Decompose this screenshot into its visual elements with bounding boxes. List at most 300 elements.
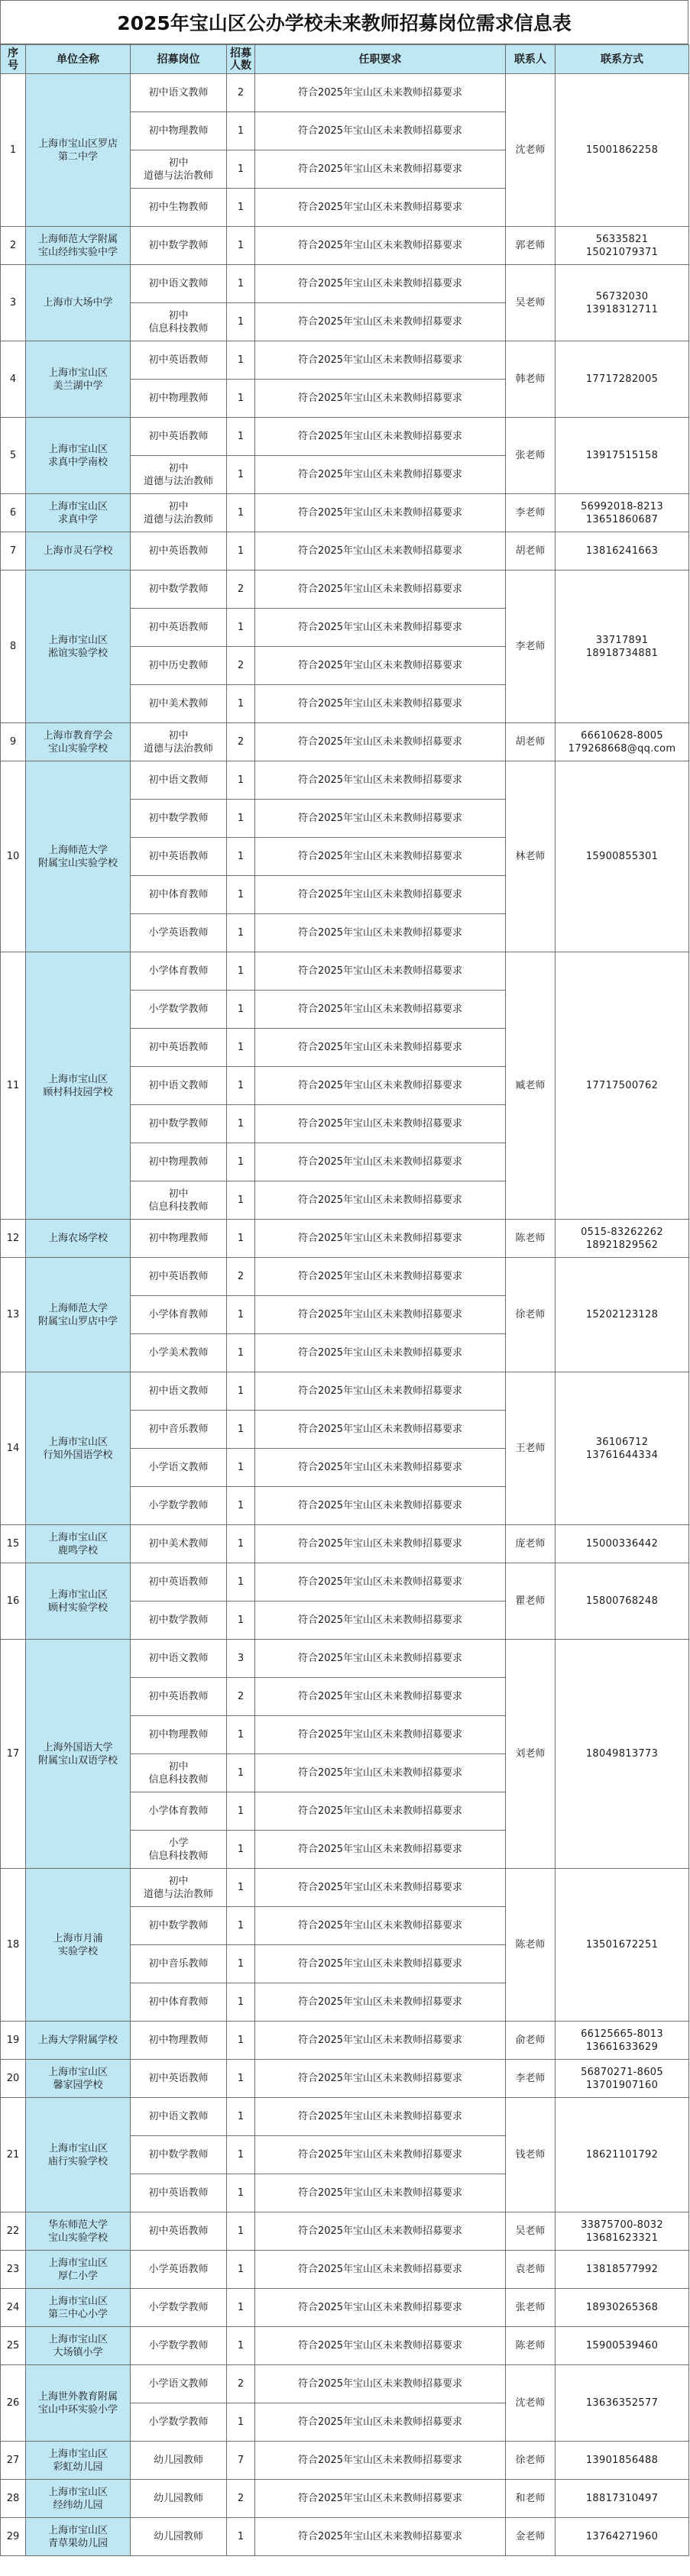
school-name bbox=[26, 1258, 131, 1372]
requirement-text bbox=[255, 570, 506, 609]
row-number-text: 13 bbox=[6, 1309, 20, 1320]
school-name-text: 上海市宝山区 鹿鸣学校 bbox=[47, 1531, 108, 1556]
contact-phone-text: 36106712 13761644334 bbox=[585, 1436, 659, 1461]
contact-person bbox=[506, 761, 556, 952]
requirement-text-text: 符合2025年宝山区未来教师招募要求 bbox=[297, 1042, 463, 1053]
requirement-text-text: 符合2025年宝山区未来教师招募要求 bbox=[297, 1729, 463, 1740]
requirement-text-text: 符合2025年宝山区未来教师招募要求 bbox=[297, 1614, 463, 1626]
requirement-text bbox=[255, 2212, 506, 2251]
row-number-text: 1 bbox=[9, 144, 17, 156]
requirement-text-text: 符合2025年宝山区未来教师招募要求 bbox=[297, 354, 463, 366]
row-number bbox=[1, 1220, 26, 1258]
requirement-text-text: 符合2025年宝山区未来教师招募要求 bbox=[297, 393, 463, 404]
position-name-text: 初中英语教师 bbox=[148, 431, 209, 442]
row-number bbox=[1, 1372, 26, 1525]
contact-person-text: 李老师 bbox=[515, 641, 546, 652]
row-number bbox=[1, 761, 26, 952]
school-name bbox=[26, 341, 131, 418]
row-number-text: 5 bbox=[9, 450, 17, 461]
position-count bbox=[227, 150, 255, 189]
position-name bbox=[131, 1907, 227, 1945]
contact-phone bbox=[556, 2022, 689, 2060]
position-count-text: 1 bbox=[237, 2416, 245, 2428]
position-count bbox=[227, 2518, 255, 2556]
contact-person-text: 钱老师 bbox=[515, 2149, 546, 2161]
school-name-text: 上海市宝山区 厚仁小学 bbox=[47, 2257, 108, 2282]
position-count bbox=[227, 1907, 255, 1945]
position-count-text: 2 bbox=[237, 2378, 245, 2390]
row-number bbox=[1, 2060, 26, 2098]
position-count-text: 1 bbox=[237, 1729, 245, 1740]
row-number bbox=[1, 2212, 26, 2251]
table-row bbox=[1, 952, 689, 991]
requirement-text bbox=[255, 1220, 506, 1258]
header-count: 招募 人数 bbox=[227, 45, 255, 74]
contact-person bbox=[506, 952, 556, 1220]
position-name-text: 初中英语教师 bbox=[148, 2073, 209, 2084]
requirement-text-text: 符合2025年宝山区未来教师招募要求 bbox=[297, 1271, 463, 1282]
school-name-text: 上海市宝山区 行知外国语学校 bbox=[43, 1436, 113, 1461]
contact-person bbox=[506, 494, 556, 532]
position-count bbox=[227, 1983, 255, 2022]
requirement-text-text: 符合2025年宝山区未来教师招募要求 bbox=[297, 1996, 463, 2008]
requirement-text-text: 符合2025年宝山区未来教师招募要求 bbox=[297, 1767, 463, 1779]
requirement-text bbox=[255, 1754, 506, 1792]
requirement-text bbox=[255, 74, 506, 112]
position-name bbox=[131, 1449, 227, 1487]
school-name bbox=[26, 2327, 131, 2365]
requirement-text-text: 符合2025年宝山区未来教师招募要求 bbox=[297, 431, 463, 442]
position-count bbox=[227, 265, 255, 303]
requirement-text bbox=[255, 1602, 506, 1640]
position-name bbox=[131, 838, 227, 876]
position-count bbox=[227, 1181, 255, 1220]
position-count-text: 2 bbox=[237, 1271, 245, 1282]
row-number-text: 8 bbox=[9, 641, 17, 652]
requirement-text-text: 符合2025年宝山区未来教师招募要求 bbox=[297, 813, 463, 824]
requirement-text-text: 符合2025年宝山区未来教师招募要求 bbox=[297, 1538, 463, 1550]
position-count bbox=[227, 761, 255, 800]
position-count-text: 1 bbox=[237, 1004, 245, 1015]
position-count-text: 1 bbox=[237, 622, 245, 633]
row-number-text: 6 bbox=[9, 507, 17, 519]
position-name bbox=[131, 876, 227, 914]
position-count-text: 1 bbox=[237, 125, 245, 137]
position-name-text: 小学数学教师 bbox=[148, 2340, 209, 2351]
position-count bbox=[227, 1143, 255, 1181]
requirement-text bbox=[255, 1411, 506, 1449]
position-count-text: 1 bbox=[237, 507, 245, 519]
position-name-text: 小学语文教师 bbox=[148, 1462, 209, 1473]
contact-person-text: 和老师 bbox=[515, 2493, 546, 2504]
position-name-text: 初中语文教师 bbox=[148, 774, 209, 786]
position-count-text: 1 bbox=[237, 316, 245, 328]
contact-person-text: 陈老师 bbox=[515, 2340, 546, 2351]
row-number-text: 16 bbox=[6, 1595, 20, 1607]
requirement-text-text: 符合2025年宝山区未来教师招募要求 bbox=[297, 2187, 463, 2199]
position-name bbox=[131, 2365, 227, 2403]
school-name bbox=[26, 227, 131, 265]
requirement-text bbox=[255, 1945, 506, 1983]
position-name bbox=[131, 2289, 227, 2327]
school-name-text: 上海市宝山区 庙行实验学校 bbox=[47, 2142, 108, 2167]
position-name bbox=[131, 150, 227, 189]
school-name bbox=[26, 2365, 131, 2442]
requirement-text bbox=[255, 914, 506, 952]
position-name bbox=[131, 952, 227, 991]
position-count-text: 1 bbox=[237, 2035, 245, 2046]
position-count-text: 1 bbox=[237, 1767, 245, 1779]
position-count bbox=[227, 800, 255, 838]
position-count-text: 1 bbox=[237, 1462, 245, 1473]
position-count-text: 1 bbox=[237, 1844, 245, 1855]
requirement-text-text: 符合2025年宝山区未来教师招募要求 bbox=[297, 125, 463, 137]
school-name bbox=[26, 761, 131, 952]
school-name bbox=[26, 2289, 131, 2327]
requirement-text-text: 符合2025年宝山区未来教师招募要求 bbox=[297, 240, 463, 251]
requirement-text bbox=[255, 1258, 506, 1296]
table-row bbox=[1, 494, 689, 532]
row-number-text: 12 bbox=[6, 1233, 20, 1244]
school-name bbox=[26, 418, 131, 494]
requirement-text-text: 符合2025年宝山区未来教师招募要求 bbox=[297, 2035, 463, 2046]
position-count-text: 1 bbox=[237, 1347, 245, 1359]
position-name-text: 初中体育教师 bbox=[148, 1996, 209, 2008]
contact-person-text: 吴老师 bbox=[515, 297, 546, 309]
contact-phone-text: 66125665-8013 13661633629 bbox=[581, 2028, 663, 2053]
position-name-text: 初中物理教师 bbox=[148, 1156, 209, 1168]
position-name bbox=[131, 74, 227, 112]
position-count-text: 2 bbox=[237, 583, 245, 595]
page-title: 2025年宝山区公办学校未来教师招募岗位需求信息表 bbox=[0, 0, 688, 44]
row-number-text: 10 bbox=[6, 851, 20, 862]
position-name bbox=[131, 1602, 227, 1640]
school-name-text: 上海市宝山区 大场镇小学 bbox=[47, 2333, 108, 2358]
position-name bbox=[131, 1983, 227, 2022]
table-row bbox=[1, 1258, 689, 1296]
position-name bbox=[131, 685, 227, 723]
position-count bbox=[227, 952, 255, 991]
requirement-text-text: 符合2025年宝山区未来教师招募要求 bbox=[297, 507, 463, 519]
position-name-text: 初中数学教师 bbox=[148, 240, 209, 251]
position-count bbox=[227, 2289, 255, 2327]
requirement-text-text: 符合2025年宝山区未来教师招募要求 bbox=[297, 2416, 463, 2428]
position-count-text: 1 bbox=[237, 1576, 245, 1588]
contact-phone-text: 56992018-8213 13651860687 bbox=[581, 500, 663, 525]
position-name-text: 初中物理教师 bbox=[148, 393, 209, 404]
position-count-text: 1 bbox=[237, 2264, 245, 2275]
requirement-text bbox=[255, 341, 506, 380]
position-name-text: 初中英语教师 bbox=[148, 1576, 209, 1588]
position-name-text: 初中英语教师 bbox=[148, 1691, 209, 1702]
school-name-text: 上海市宝山区 求真中学 bbox=[47, 500, 108, 525]
school-name-text: 上海市大场中学 bbox=[43, 297, 113, 309]
row-number-text: 4 bbox=[9, 373, 17, 385]
position-name bbox=[131, 1105, 227, 1143]
position-name-text: 初中数学教师 bbox=[148, 1920, 209, 1931]
row-number-text: 23 bbox=[6, 2264, 20, 2275]
position-count bbox=[227, 1067, 255, 1105]
position-count-text: 1 bbox=[237, 2302, 245, 2313]
position-count bbox=[227, 1525, 255, 1563]
row-number-text: 14 bbox=[6, 1443, 20, 1454]
contact-phone-text: 18930265368 bbox=[585, 2302, 659, 2313]
position-count bbox=[227, 723, 255, 761]
row-number-text: 3 bbox=[9, 297, 17, 309]
row-number bbox=[1, 1640, 26, 1869]
row-number bbox=[1, 265, 26, 341]
position-name-text: 初中生物教师 bbox=[148, 202, 209, 213]
requirement-text-text: 符合2025年宝山区未来教师招募要求 bbox=[297, 622, 463, 633]
row-number bbox=[1, 1525, 26, 1563]
position-count bbox=[227, 609, 255, 647]
position-name bbox=[131, 341, 227, 380]
contact-person-text: 徐老师 bbox=[515, 2455, 546, 2466]
position-count-text: 1 bbox=[237, 545, 245, 557]
position-name bbox=[131, 2518, 227, 2556]
table-body bbox=[1, 74, 689, 2556]
position-count bbox=[227, 418, 255, 456]
position-name bbox=[131, 1869, 227, 1907]
position-name-text: 初中语文教师 bbox=[148, 1080, 209, 1091]
row-number bbox=[1, 418, 26, 494]
requirement-text bbox=[255, 685, 506, 723]
position-name-text: 小学数学教师 bbox=[148, 2302, 209, 2313]
position-count-text: 1 bbox=[237, 1080, 245, 1091]
position-count bbox=[227, 2212, 255, 2251]
table-row bbox=[1, 570, 689, 609]
table-row bbox=[1, 1525, 689, 1563]
position-name-text: 小学数学教师 bbox=[148, 1004, 209, 1015]
position-name bbox=[131, 1029, 227, 1067]
position-count-text: 1 bbox=[237, 278, 245, 289]
position-count bbox=[227, 1754, 255, 1792]
position-count bbox=[227, 2365, 255, 2403]
position-name bbox=[131, 1792, 227, 1831]
requirement-text-text: 符合2025年宝山区未来教师招募要求 bbox=[297, 2302, 463, 2313]
positions-table bbox=[0, 44, 689, 2556]
row-number-text: 18 bbox=[6, 1939, 20, 1951]
requirement-text-text: 符合2025年宝山区未来教师招募要求 bbox=[297, 2111, 463, 2122]
requirement-text bbox=[255, 1105, 506, 1143]
requirement-text bbox=[255, 227, 506, 265]
school-name-text: 上海外国语大学 附属宝山双语学校 bbox=[37, 1741, 118, 1766]
contact-person bbox=[506, 2060, 556, 2098]
position-count bbox=[227, 227, 255, 265]
position-name bbox=[131, 800, 227, 838]
requirement-text-text: 符合2025年宝山区未来教师招募要求 bbox=[297, 660, 463, 671]
position-count-text: 1 bbox=[237, 1042, 245, 1053]
row-number-text: 20 bbox=[6, 2073, 20, 2084]
requirement-text bbox=[255, 952, 506, 991]
contact-person bbox=[506, 418, 556, 494]
contact-phone-text: 15800768248 bbox=[585, 1595, 659, 1607]
position-name-text: 初中英语教师 bbox=[148, 2225, 209, 2237]
requirement-text bbox=[255, 1716, 506, 1754]
position-name bbox=[131, 380, 227, 418]
row-number-text: 28 bbox=[6, 2493, 20, 2504]
position-name bbox=[131, 1143, 227, 1181]
contact-person bbox=[506, 265, 556, 341]
position-count-text: 1 bbox=[237, 965, 245, 977]
position-count bbox=[227, 1105, 255, 1143]
position-count bbox=[227, 1945, 255, 1983]
requirement-text bbox=[255, 1334, 506, 1372]
contact-phone bbox=[556, 227, 689, 265]
position-name-text: 初中数学教师 bbox=[148, 2149, 209, 2161]
requirement-text-text: 符合2025年宝山区未来教师招募要求 bbox=[297, 2455, 463, 2466]
requirement-text-text: 符合2025年宝山区未来教师招募要求 bbox=[297, 583, 463, 595]
contact-person-text: 韩老师 bbox=[515, 373, 546, 385]
position-name bbox=[131, 1258, 227, 1296]
school-name bbox=[26, 1869, 131, 2022]
position-count bbox=[227, 2136, 255, 2174]
table-row bbox=[1, 1372, 689, 1411]
position-name bbox=[131, 2403, 227, 2442]
row-number-text: 9 bbox=[9, 736, 17, 748]
position-count bbox=[227, 380, 255, 418]
header-position: 招募岗位 bbox=[131, 45, 227, 74]
position-name bbox=[131, 1716, 227, 1754]
row-number-text: 24 bbox=[6, 2302, 20, 2313]
position-name bbox=[131, 2480, 227, 2518]
contact-person-text: 郭老师 bbox=[515, 240, 546, 251]
table-row bbox=[1, 761, 689, 800]
contact-phone bbox=[556, 723, 689, 761]
contact-phone-text: 13917515158 bbox=[585, 450, 659, 461]
position-count-text: 1 bbox=[237, 1500, 245, 1511]
row-number bbox=[1, 2327, 26, 2365]
table-row bbox=[1, 227, 689, 265]
row-number bbox=[1, 2480, 26, 2518]
position-count-text: 1 bbox=[237, 1118, 245, 1130]
contact-person bbox=[506, 2251, 556, 2289]
requirement-text-text: 符合2025年宝山区未来教师招募要求 bbox=[297, 927, 463, 939]
school-name-text: 上海市宝山区 经纬幼儿园 bbox=[47, 2486, 108, 2511]
position-count-text: 1 bbox=[237, 2149, 245, 2161]
header-no: 序 号 bbox=[1, 45, 26, 74]
header-school: 单位全称 bbox=[26, 45, 131, 74]
contact-phone-text: 15000336442 bbox=[585, 1538, 659, 1550]
contact-phone-text: 13816241663 bbox=[585, 545, 659, 557]
position-name-text: 初中物理教师 bbox=[148, 1729, 209, 1740]
position-name bbox=[131, 227, 227, 265]
position-name-text: 小学体育教师 bbox=[148, 1805, 209, 1817]
position-count bbox=[227, 189, 255, 227]
contact-phone-text: 13818577992 bbox=[585, 2264, 659, 2275]
contact-person-text: 金老师 bbox=[515, 2531, 546, 2542]
position-name bbox=[131, 1563, 227, 1602]
requirement-text bbox=[255, 2136, 506, 2174]
requirement-text bbox=[255, 189, 506, 227]
position-count bbox=[227, 1411, 255, 1449]
requirement-text bbox=[255, 2022, 506, 2060]
position-name bbox=[131, 1487, 227, 1525]
contact-phone bbox=[556, 1372, 689, 1525]
requirement-text-text: 符合2025年宝山区未来教师招募要求 bbox=[297, 1805, 463, 1817]
table-row bbox=[1, 2098, 689, 2136]
position-name-text: 初中 道德与法治教师 bbox=[143, 1875, 213, 1900]
position-count bbox=[227, 838, 255, 876]
table-row bbox=[1, 2289, 689, 2327]
requirement-text-text: 符合2025年宝山区未来教师招募要求 bbox=[297, 1576, 463, 1588]
school-name-text: 上海师范大学 附属宝山实验学校 bbox=[37, 844, 118, 869]
position-count bbox=[227, 1029, 255, 1067]
contact-person bbox=[506, 2442, 556, 2480]
contact-phone bbox=[556, 1258, 689, 1372]
requirement-text-text: 符合2025年宝山区未来教师招募要求 bbox=[297, 469, 463, 480]
requirement-text bbox=[255, 150, 506, 189]
position-count bbox=[227, 876, 255, 914]
contact-phone bbox=[556, 2442, 689, 2480]
position-name bbox=[131, 1181, 227, 1220]
contact-phone bbox=[556, 74, 689, 227]
position-name bbox=[131, 2212, 227, 2251]
position-name-text: 初中美术教师 bbox=[148, 1538, 209, 1550]
row-number bbox=[1, 2365, 26, 2442]
position-name-text: 初中英语教师 bbox=[148, 1042, 209, 1053]
table-row bbox=[1, 1220, 689, 1258]
contact-phone bbox=[556, 2289, 689, 2327]
position-count bbox=[227, 2060, 255, 2098]
position-count-text: 1 bbox=[237, 2225, 245, 2237]
school-name-text: 上海市宝山区 青草果幼儿园 bbox=[47, 2524, 108, 2549]
position-name bbox=[131, 914, 227, 952]
contact-person-text: 沈老师 bbox=[515, 144, 546, 156]
position-name bbox=[131, 2060, 227, 2098]
contact-phone-text: 17717500762 bbox=[585, 1080, 659, 1091]
row-number bbox=[1, 952, 26, 1220]
table-row bbox=[1, 341, 689, 380]
requirement-text-text: 符合2025年宝山区未来教师招募要求 bbox=[297, 1309, 463, 1320]
position-name bbox=[131, 2098, 227, 2136]
position-name-text: 小学语文教师 bbox=[148, 2378, 209, 2390]
requirement-text bbox=[255, 2060, 506, 2098]
requirement-text bbox=[255, 609, 506, 647]
position-count-text: 1 bbox=[237, 1424, 245, 1435]
contact-phone bbox=[556, 1563, 689, 1640]
row-number bbox=[1, 2251, 26, 2289]
requirement-text bbox=[255, 1143, 506, 1181]
position-name-text: 初中体育教师 bbox=[148, 889, 209, 900]
position-name-text: 初中英语教师 bbox=[148, 1271, 209, 1282]
requirement-text-text: 符合2025年宝山区未来教师招募要求 bbox=[297, 278, 463, 289]
school-name bbox=[26, 952, 131, 1220]
requirement-text-text: 符合2025年宝山区未来教师招募要求 bbox=[297, 2225, 463, 2237]
table-row bbox=[1, 1563, 689, 1602]
position-count bbox=[227, 303, 255, 341]
contact-phone bbox=[556, 1640, 689, 1869]
row-number-text: 27 bbox=[6, 2455, 20, 2466]
position-name-text: 初中英语教师 bbox=[148, 851, 209, 862]
contact-person bbox=[506, 2289, 556, 2327]
row-number-text: 21 bbox=[6, 2149, 20, 2161]
school-name-text: 上海市宝山区 馨家园学校 bbox=[47, 2066, 108, 2091]
position-name bbox=[131, 2174, 227, 2212]
position-count bbox=[227, 2442, 255, 2480]
school-name-text: 上海师范大学 附属宝山罗店中学 bbox=[37, 1302, 118, 1327]
position-count-text: 1 bbox=[237, 2187, 245, 2199]
position-name-text: 初中英语教师 bbox=[148, 2187, 209, 2199]
position-count-text: 1 bbox=[237, 1156, 245, 1168]
requirement-text-text: 符合2025年宝山区未来教师招募要求 bbox=[297, 1920, 463, 1931]
contact-person-text: 吴老师 bbox=[515, 2225, 546, 2237]
contact-phone-text: 15900855301 bbox=[585, 851, 659, 862]
school-name bbox=[26, 723, 131, 761]
position-count bbox=[227, 341, 255, 380]
position-count-text: 1 bbox=[237, 1920, 245, 1931]
position-name-text: 初中数学教师 bbox=[148, 1614, 209, 1626]
